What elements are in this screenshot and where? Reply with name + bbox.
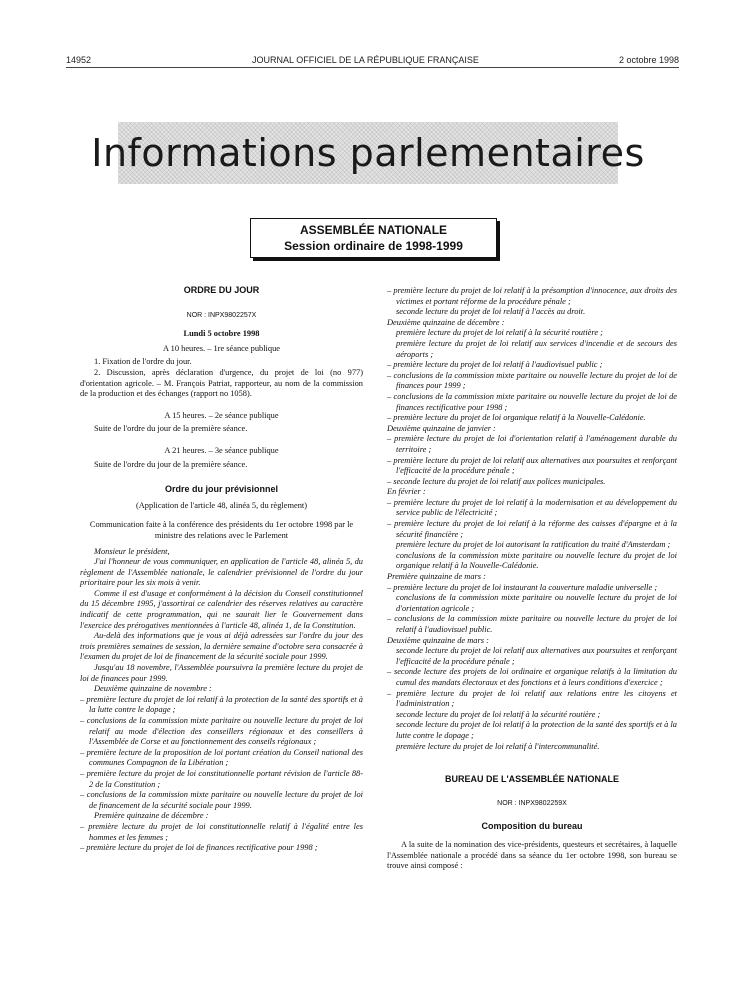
session-name: Session ordinaire de 1998-1999 bbox=[284, 239, 463, 253]
november-heading: Deuxième quinzaine de novembre : bbox=[94, 684, 212, 694]
assembly-name: ASSEMBLÉE NATIONALE bbox=[299, 223, 448, 237]
march-1-heading: Première quinzaine de mars : bbox=[387, 572, 486, 582]
february-heading: En février : bbox=[387, 487, 426, 497]
list-item: – conclusions de la commission mixte paritaire ou nouvelle lecture du projet de loi de finances pour 1999 ; bbox=[387, 370, 677, 391]
january-heading: Deuxième quinzaine de janvier : bbox=[387, 423, 496, 433]
ordre-du-jour-title: ORDRE DU JOUR bbox=[183, 285, 260, 295]
page-number: 14952 bbox=[66, 55, 92, 65]
list-item: – conclusions de la commission mixte paritaire ou nouvelle lecture du projet de loi relatif au mode d'élection des conseillers régionaux et des conseillers à l'Assemblée de Corse et au fonctionnement des conseils régionaux ; bbox=[80, 716, 363, 747]
december-2-heading: Deuxième quinzaine de décembre : bbox=[387, 317, 505, 327]
header-rule bbox=[66, 67, 679, 68]
bureau-title: BUREAU DE L'ASSEMBLÉE NATIONALE bbox=[445, 774, 619, 785]
list-item: – seconde lecture des projets de loi ordinaire et organique relatifs à la limitation du cumul des mandats électoraux et des fonctions et à leurs conditions d'exercice ; bbox=[387, 667, 677, 687]
application-note: (Application de l'article 48, alinéa 5, du règlement) bbox=[135, 500, 308, 510]
journal-title: JOURNAL OFFICIEL DE LA RÉPUBLIQUE FRANÇAISE bbox=[252, 55, 479, 65]
letter-paragraph-4: Jusqu'au 18 novembre, l'Assemblée poursuivra la première lecture du projet de loi de finances pour 1999. bbox=[80, 663, 363, 683]
nor-code: NOR : INPX9802257X bbox=[186, 311, 257, 319]
letter-paragraph-2: Comme il est d'usage et conformément à la décision du Conseil constitutionnel du 15 décembre 1995, j'assortirai ce calendrier des réserves relatives au caractère indicatif de cette programmation, qui ne saurait lier le Gouvernement dans l'exercice des prérogatives mentionnées à l'article 48, alinéa 1, de la Constitution. bbox=[80, 588, 363, 630]
list-item: première lecture du projet de loi autorisant la ratification du traité d'Amsterdam ; bbox=[396, 540, 671, 550]
list-item: – conclusions de la commission mixte paritaire ou nouvelle lecture du projet de loi relatif à l'audiovisuel public. bbox=[387, 614, 677, 634]
list-item: – première lecture du projet de loi relatif à la protection de la santé des sportifs et à la lutte contre le dopage ; bbox=[80, 694, 363, 715]
section-banner bbox=[91, 122, 645, 184]
list-item: – première lecture du projet de loi constitutionnelle portant révision de l'article 88-2 de la Constitution ; bbox=[80, 768, 363, 789]
list-item: première lecture du projet de loi relatif aux services d'incendie et de secours des aéroports ; bbox=[396, 338, 677, 359]
list-item: – première lecture de la proposition de loi portant création du Conseil national des communes Compagnon de la Libération ; bbox=[80, 747, 363, 768]
left-column bbox=[80, 285, 363, 854]
previsionnel-title: Ordre du jour prévisionnel bbox=[164, 484, 279, 495]
salutation: Monsieur le président, bbox=[94, 546, 170, 556]
list-item: – seconde lecture du projet de loi relatif aux polices municipales. bbox=[387, 476, 606, 486]
assembly-box bbox=[250, 218, 497, 258]
list-item: – première lecture du projet de loi relatif aux relations entre les citoyens et l'administration ; bbox=[387, 688, 677, 709]
agenda-item-2: 2. Discussion, après déclaration d'urgence, du projet de loi (no 977) d'orientation agricole. – M. François Patriat, rapporteur, au nom de la commission de la production et des échanges (rapport no 1058). bbox=[80, 367, 363, 399]
session-date: Lundi 5 octobre 1998 bbox=[183, 329, 260, 339]
list-item: – première lecture du projet de loi organique relatif à la Nouvelle-Calédonie. bbox=[387, 413, 646, 423]
list-item: – première lecture du projet de loi d'orientation relatif à l'aménagement durable du territoire ; bbox=[387, 434, 677, 454]
bureau-nor-code: NOR : INPX9802259X bbox=[497, 799, 567, 807]
seance-2: A 15 heures. – 2e séance publique bbox=[164, 410, 279, 420]
banner-title: Informations parlementaires bbox=[91, 131, 645, 175]
list-item: – première lecture du projet de loi relatif à l'audiovisuel public ; bbox=[387, 360, 603, 370]
right-column bbox=[387, 286, 677, 872]
list-item: – première lecture du projet de loi constitutionnelle relatif à l'égalité entre les hommes et les femmes ; bbox=[80, 821, 363, 842]
list-item: – conclusions de la commission mixte paritaire ou nouvelle lecture du projet de loi de financement de la sécurité sociale pour 1999. bbox=[80, 790, 363, 810]
composition-title: Composition du bureau bbox=[481, 821, 583, 832]
list-item: – première lecture du projet de loi instaurant la couverture maladie universelle ; bbox=[387, 582, 658, 592]
list-item: – première lecture du projet de loi de finances rectificative pour 1998 ; bbox=[80, 843, 318, 853]
list-item: seconde lecture du projet de loi relatif aux alternatives aux poursuites et renforçant l'efficacité de la procédure pénale ; bbox=[396, 646, 677, 666]
list-item: – première lecture du projet de loi relatif aux alternatives aux poursuites et renforçant l'efficacité de la procédure pénale ; bbox=[387, 455, 677, 476]
list-item: seconde lecture du projet de loi relatif à l'accès au droit. bbox=[396, 307, 586, 317]
suite-2: Suite de l'ordre du jour de la première séance. bbox=[94, 459, 248, 469]
list-item: première lecture du projet de loi relatif à l'intercommunalité. bbox=[396, 741, 600, 751]
list-item: première lecture du projet de loi relatif à la sécurité routière ; bbox=[396, 328, 603, 338]
seance-1: A 10 heures. – 1re séance publique bbox=[163, 343, 280, 353]
composition-text: A la suite de la nomination des vice-présidents, questeurs et secrétaires, à laquelle l'Assemblée nationale a procédé dans sa séance du 1er octobre 1998, son bureau se trouve ainsi composé : bbox=[387, 839, 677, 871]
issue-date: 2 octobre 1998 bbox=[618, 55, 679, 65]
agenda-item-1: 1. Fixation de l'ordre du jour. bbox=[94, 357, 192, 367]
list-item: conclusions de la commission mixte paritaire ou nouvelle lecture du projet de loi d'orientation agricole ; bbox=[396, 593, 677, 613]
letter-paragraph-3: Au-delà des informations que je vous ai déjà adressées sur l'ordre du jour des trois premières semaines de session, la dernière semaine d'octobre sera consacrée à l'examen du projet de loi de financement de la sécurité sociale pour 1999. bbox=[80, 631, 363, 662]
seance-3: A 21 heures. – 3e séance publique bbox=[164, 445, 279, 455]
list-item: – première lecture du projet de loi relatif à la réforme des caisses d'épargne et à la sécurité financière ; bbox=[387, 519, 677, 539]
letter-paragraph-1: J'ai l'honneur de vous communiquer, en application de l'article 48, alinéa 5, du règlement de l'Assemblée nationale, le calendrier prévisionnel de l'ordre du jour prioritaire pour les six mois à venir. bbox=[80, 557, 363, 588]
march-2-heading: Deuxième quinzaine de mars : bbox=[387, 635, 489, 645]
list-item: seconde lecture du projet de loi relatif à la sécurité routière ; bbox=[396, 709, 601, 719]
suite-1: Suite de l'ordre du jour de la première séance. bbox=[94, 424, 248, 434]
list-item: conclusions de la commission mixte paritaire ou nouvelle lecture du projet de loi organique relatif à la Nouvelle-Calédonie. bbox=[396, 550, 677, 571]
list-item: seconde lecture du projet de loi relatif à la protection de la santé des sportifs et à la lutte contre le dopage ; bbox=[396, 720, 677, 740]
list-item: – première lecture du projet de loi relatif à la présomption d'innocence, aux droits des victimes et portant réforme de la procédure pénale ; bbox=[387, 286, 677, 306]
communication-note: Communication faite à la conférence des présidents du 1er octobre 1998 par le ministre des relations avec le Parlement bbox=[89, 520, 354, 540]
december-heading: Première quinzaine de décembre : bbox=[94, 811, 209, 821]
list-item: – première lecture du projet de loi relatif à la modernisation et au développement du service public de l'électricité ; bbox=[387, 497, 677, 518]
list-item: – conclusions de la commission mixte paritaire ou nouvelle lecture du projet de loi de finances rectificative pour 1998 ; bbox=[387, 391, 677, 412]
